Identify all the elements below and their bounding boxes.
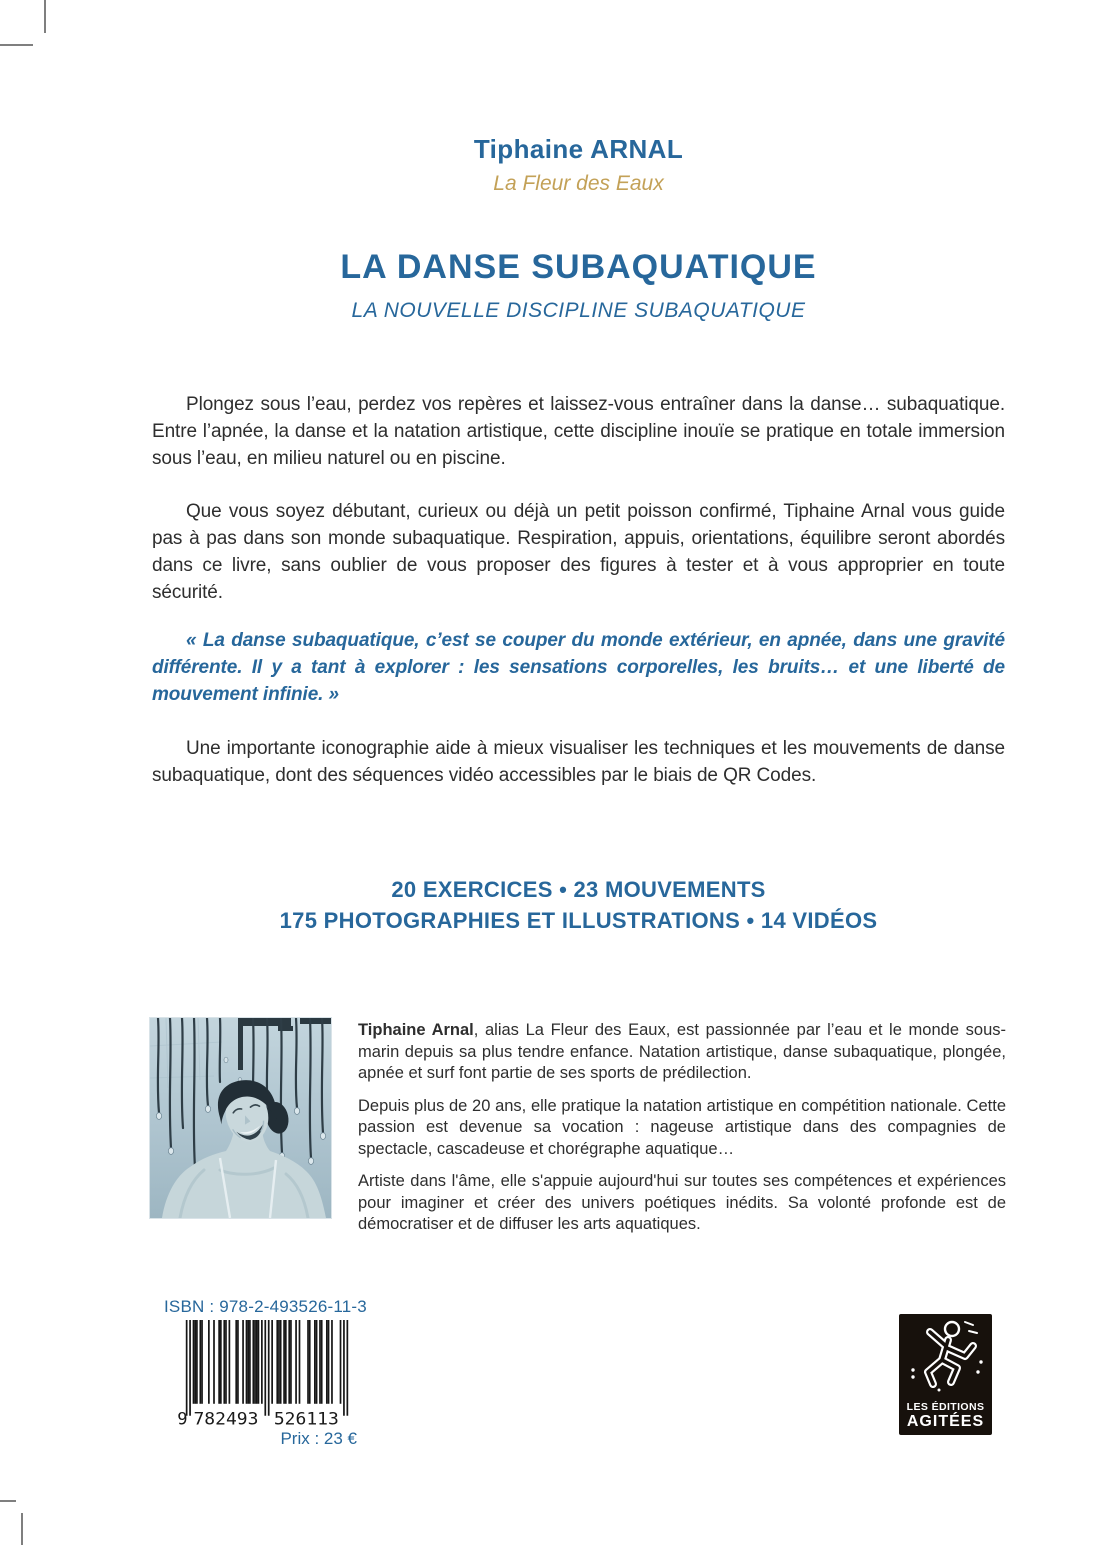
bio-paragraph-2: Depuis plus de 20 ans, elle pratique la natation artistique en compétition nationale. Cette passion est devenue sa vocation : nageuse artistique dans des compagnies de spectacle, cascadeuse et chorégraphe aquatique… (358, 1096, 1006, 1158)
stats-line-1: 20 EXERCICES • 23 MOUVEMENTS (391, 877, 766, 902)
crop-mark-top-left-vertical (44, 0, 46, 33)
barcode (177, 1320, 357, 1426)
pull-quote: « La danse subaquatique, c’est se couper du monde extérieur, en apnée, dans une gravité différente. Il y a tant à explorer : les sensations corporelles, les bruits… et une liberté de mouvement infinie. » (152, 630, 1005, 705)
isbn-text: ISBN : 978-2-493526-11-3 (164, 1297, 367, 1316)
crop-mark-top-left-horizontal (0, 44, 33, 46)
barcode-digit-left: 9 (177, 1409, 188, 1426)
synopsis-paragraph-1: Plongez sous l’eau, perdez vos repères et laissez-vous entraîner dans la danse… subaquatique. Entre l’apnée, la danse et la natation artistique, cette discipline inouïe se pratique en totale immersion sous l’eau, en milieu naturel ou en piscine. (152, 394, 1005, 469)
synopsis-paragraph-2: Que vous soyez débutant, curieux ou déjà un petit poisson confirmé, Tiphaine Arnal vous guide pas à pas dans son monde subaquatique. Respiration, appuis, orientations, équilibre seront abordés dans ce livre, sans oublier de vous proposer des figures à tester et à vous approprier en toute sécurité. (152, 501, 1005, 603)
publisher-name-line1: LES ÉDITIONS (906, 1401, 985, 1413)
barcode-digits-group1: 782493 (193, 1409, 259, 1426)
publisher-name-line2: AGITÉES (906, 1413, 985, 1430)
book-stats (152, 874, 1005, 936)
book-title: LA DANSE SUBAQUATIQUE (340, 248, 817, 286)
stats-line-2: 175 PHOTOGRAPHIES ET ILLUSTRATIONS • 14 VIDÉOS (279, 908, 878, 933)
price-text: Prix : 23 € (280, 1429, 357, 1448)
iconography-paragraph: Une importante iconographie aide à mieux visualiser les techniques et les mouvements de danse subaquatique, dont des séquences vidéo accessibles par le biais de QR Codes. (152, 738, 1005, 786)
author-name: Tiphaine ARNAL (473, 134, 684, 164)
publisher-logo (899, 1314, 992, 1435)
bio-paragraph-1-text: , alias La Fleur des Eaux, est passionnée par l’eau et le monde sous-marin depuis sa plus tendre enfance. Natation artistique, danse subaquatique, plongée, apnée et surf font partie de ses sports de prédilection. (358, 1021, 1006, 1082)
underwater-photo-graphic (150, 1018, 331, 1218)
synopsis (152, 391, 1005, 789)
book-subtitle: LA NOUVELLE DISCIPLINE SUBAQUATIQUE (351, 299, 806, 322)
crop-mark-bottom-left-vertical (21, 1513, 23, 1545)
bio-paragraph-1 (358, 1020, 1006, 1085)
author-bio (358, 1020, 1006, 1247)
bio-author-name: Tiphaine Arnal (358, 1021, 474, 1039)
barcode-digits-group2: 526113 (273, 1409, 339, 1426)
crop-mark-bottom-left-horizontal (0, 1500, 16, 1502)
underwater-portrait-photo (150, 1018, 331, 1218)
author-alias: La Fleur des Eaux (493, 172, 664, 195)
bio-paragraph-3: Artiste dans l'âme, elle s'appuie aujourd'hui sur toutes ses compétences et expériences pour imaginer et créer des univers poétiques inédits. Sa volonté profonde est de démocratiser et de diffuser les arts aquatiques. (358, 1172, 1006, 1233)
